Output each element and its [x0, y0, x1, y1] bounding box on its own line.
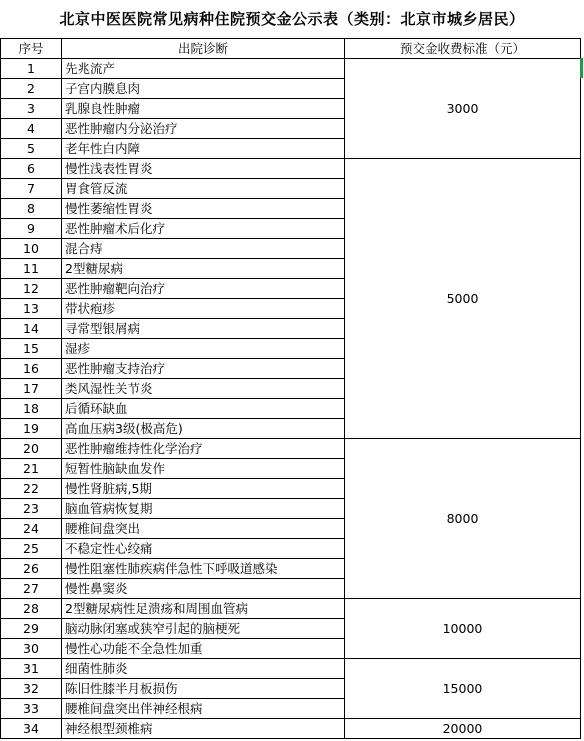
diagnosis-cell[interactable]: 类风湿性关节炎	[62, 379, 345, 399]
diagnosis-cell[interactable]: 乳腺良性肿瘤	[62, 99, 345, 119]
row-number-cell[interactable]: 4	[1, 119, 62, 139]
header-fee[interactable]: 预交金收费标准（元）	[345, 39, 581, 59]
diagnosis-cell[interactable]: 腰椎间盘突出伴神经根病	[62, 699, 345, 719]
row-number-cell[interactable]: 12	[1, 279, 62, 299]
cell-selection-handle[interactable]	[580, 58, 583, 78]
row-number-cell[interactable]: 23	[1, 499, 62, 519]
diagnosis-cell[interactable]: 神经根型颈椎病	[62, 719, 345, 739]
row-number-cell[interactable]: 10	[1, 239, 62, 259]
fee-cell[interactable]: 15000	[345, 659, 581, 719]
fee-cell[interactable]: 8000	[345, 439, 581, 599]
fee-table	[0, 38, 581, 739]
table-row	[1, 159, 581, 179]
diagnosis-cell[interactable]: 后循环缺血	[62, 399, 345, 419]
row-number-cell[interactable]: 5	[1, 139, 62, 159]
row-number-cell[interactable]: 3	[1, 99, 62, 119]
row-number-cell[interactable]: 28	[1, 599, 62, 619]
diagnosis-cell[interactable]: 子宫内膜息肉	[62, 79, 345, 99]
row-number-cell[interactable]: 8	[1, 199, 62, 219]
diagnosis-cell[interactable]: 恶性肿瘤支持治疗	[62, 359, 345, 379]
diagnosis-cell[interactable]: 高血压病3级(极高危)	[62, 419, 345, 439]
diagnosis-cell[interactable]: 脑血管病恢复期	[62, 499, 345, 519]
table-row	[1, 719, 581, 739]
diagnosis-cell[interactable]: 慢性心功能不全急性加重	[62, 639, 345, 659]
row-number-cell[interactable]: 15	[1, 339, 62, 359]
row-number-cell[interactable]: 22	[1, 479, 62, 499]
diagnosis-cell[interactable]: 恶性肿瘤术后化疗	[62, 219, 345, 239]
fee-cell[interactable]: 3000	[345, 59, 581, 159]
diagnosis-cell[interactable]: 腰椎间盘突出	[62, 519, 345, 539]
row-number-cell[interactable]: 13	[1, 299, 62, 319]
diagnosis-cell[interactable]: 混合痔	[62, 239, 345, 259]
diagnosis-cell[interactable]: 恶性肿瘤靶向治疗	[62, 279, 345, 299]
table-title: 北京中医医院常见病种住院预交金公示表（类别：北京市城乡居民）	[59, 10, 525, 28]
diagnosis-cell[interactable]: 脑动脉闭塞或狭窄引起的脑梗死	[62, 619, 345, 639]
diagnosis-cell[interactable]: 慢性浅表性胃炎	[62, 159, 345, 179]
row-number-cell[interactable]: 25	[1, 539, 62, 559]
table-row	[1, 59, 581, 79]
row-number-cell[interactable]: 1	[1, 59, 62, 79]
diagnosis-cell[interactable]: 短暂性脑缺血发作	[62, 459, 345, 479]
table-row	[1, 439, 581, 459]
row-number-cell[interactable]: 34	[1, 719, 62, 739]
row-number-cell[interactable]: 7	[1, 179, 62, 199]
header-row	[1, 39, 581, 59]
diagnosis-cell[interactable]: 陈旧性膝半月板损伤	[62, 679, 345, 699]
diagnosis-cell[interactable]: 恶性肿瘤内分泌治疗	[62, 119, 345, 139]
row-number-cell[interactable]: 9	[1, 219, 62, 239]
row-number-cell[interactable]: 20	[1, 439, 62, 459]
row-number-cell[interactable]: 29	[1, 619, 62, 639]
diagnosis-cell[interactable]: 老年性白内障	[62, 139, 345, 159]
row-number-cell[interactable]: 2	[1, 79, 62, 99]
table-row	[1, 599, 581, 619]
row-number-cell[interactable]: 33	[1, 699, 62, 719]
table-row	[1, 659, 581, 679]
diagnosis-cell[interactable]: 慢性鼻窦炎	[62, 579, 345, 599]
row-number-cell[interactable]: 27	[1, 579, 62, 599]
row-number-cell[interactable]: 16	[1, 359, 62, 379]
diagnosis-cell[interactable]: 慢性阻塞性肺疾病伴急性下呼吸道感染	[62, 559, 345, 579]
row-number-cell[interactable]: 19	[1, 419, 62, 439]
row-number-cell[interactable]: 21	[1, 459, 62, 479]
diagnosis-cell[interactable]: 寻常型银屑病	[62, 319, 345, 339]
diagnosis-cell[interactable]: 带状疱疹	[62, 299, 345, 319]
row-number-cell[interactable]: 24	[1, 519, 62, 539]
diagnosis-cell[interactable]: 恶性肿瘤维持性化学治疗	[62, 439, 345, 459]
row-number-cell[interactable]: 31	[1, 659, 62, 679]
fee-cell[interactable]: 10000	[345, 599, 581, 659]
diagnosis-cell[interactable]: 不稳定性心绞痛	[62, 539, 345, 559]
row-number-cell[interactable]: 17	[1, 379, 62, 399]
row-number-cell[interactable]: 30	[1, 639, 62, 659]
table-body	[1, 59, 581, 739]
header-diagnosis[interactable]: 出院诊断	[62, 39, 345, 59]
row-number-cell[interactable]: 11	[1, 259, 62, 279]
diagnosis-cell[interactable]: 胃食管反流	[62, 179, 345, 199]
diagnosis-cell[interactable]: 湿疹	[62, 339, 345, 359]
row-number-cell[interactable]: 6	[1, 159, 62, 179]
row-number-cell[interactable]: 18	[1, 399, 62, 419]
row-number-cell[interactable]: 14	[1, 319, 62, 339]
header-no[interactable]: 序号	[1, 39, 62, 59]
fee-cell[interactable]: 5000	[345, 159, 581, 439]
diagnosis-cell[interactable]: 2型糖尿病性足溃疡和周围血管病	[62, 599, 345, 619]
row-number-cell[interactable]: 26	[1, 559, 62, 579]
diagnosis-cell[interactable]: 先兆流产	[62, 59, 345, 79]
fee-cell[interactable]: 20000	[345, 719, 581, 739]
diagnosis-cell[interactable]: 慢性萎缩性胃炎	[62, 199, 345, 219]
diagnosis-cell[interactable]: 慢性肾脏病,5期	[62, 479, 345, 499]
diagnosis-cell[interactable]: 2型糖尿病	[62, 259, 345, 279]
row-number-cell[interactable]: 32	[1, 679, 62, 699]
diagnosis-cell[interactable]: 细菌性肺炎	[62, 659, 345, 679]
